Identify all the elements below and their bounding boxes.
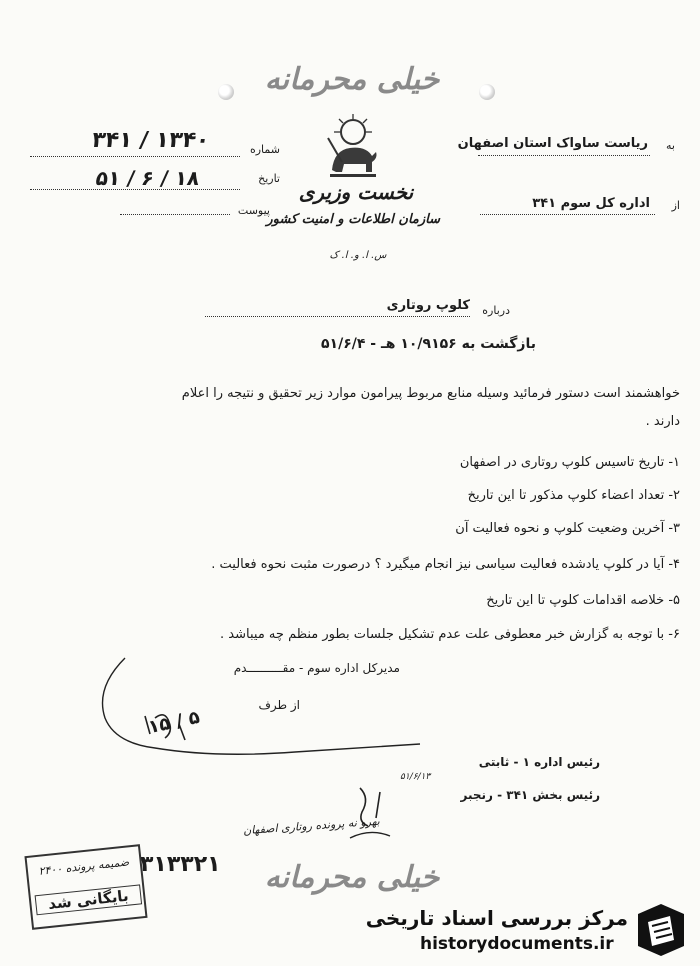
body-intro-line-1: خواهشمند است دستور فرمائید وسیله منابع مربوط پیرامون موارد زیر تحقیق و نتیجه را اعلام bbox=[181, 386, 680, 401]
body-item-2: ۲- تعداد اعضاء کلوپ مذکور تا این تاریخ bbox=[467, 488, 680, 503]
to-line bbox=[478, 155, 650, 156]
organization-code: س. ا. و. ا. ک bbox=[329, 250, 387, 261]
watermark-title: مرکز بررسی اسناد تاریخی bbox=[365, 906, 628, 930]
watermark-logo-icon bbox=[632, 900, 690, 960]
archive-stamp bbox=[24, 844, 147, 930]
lion-and-sun-emblem bbox=[322, 112, 384, 180]
from-prefix: از bbox=[671, 199, 680, 212]
body-item-4: ۴- آیا در کلوپ یادشده فعالیت سیاسی نیز انجام میگیرد ؟ درصورت مثبت نحوه فعالیت . bbox=[211, 557, 680, 572]
number-value: ۳۴۱ / ۱۳۴۰ bbox=[90, 128, 212, 153]
reference-line: بازگشت به ۱۰/۹۱۵۶ هـ - ۵۱/۶/۴ bbox=[320, 336, 536, 352]
from-line bbox=[480, 214, 655, 215]
subject-line bbox=[205, 316, 470, 317]
body-item-6: ۶- با توجه به گزارش خبر معطوفی علت عدم تشکیل جلسات بطور منظم چه میباشد . bbox=[220, 627, 680, 642]
stamp-line-2: بایگانی شد bbox=[35, 884, 143, 915]
attachment-label: پیوست bbox=[237, 204, 270, 217]
classification-bottom: خیلی محرمانه bbox=[264, 860, 440, 895]
chief-section-line: رئیس بخش ۳۴۱ - رنجبر bbox=[460, 788, 600, 802]
handwritten-initials: ۱۵ / ۵ bbox=[146, 706, 202, 739]
subject-value: کلوپ روتاری bbox=[386, 298, 470, 313]
chief-office-line: رئیس اداره ۱ - ثابتی bbox=[478, 755, 600, 769]
body-item-1: ۱- تاریخ تاسیس کلوپ روتاری در اصفهان bbox=[459, 455, 680, 470]
date-label: تاریخ bbox=[258, 172, 280, 185]
director-line: مدیرکل اداره سوم - مقــــــــــدم bbox=[233, 661, 400, 675]
body-intro-line-2: دارند . bbox=[645, 414, 680, 429]
to-value: ریاست ساواک استان اصفهان bbox=[457, 136, 648, 151]
small-handwritten-date: ۵۱/۶/۱۳ bbox=[400, 772, 431, 782]
watermark-url: historydocuments.ir bbox=[420, 934, 614, 954]
from-value: اداره کل سوم ۳۴۱ bbox=[532, 196, 650, 211]
bottom-handwritten-number: ۳۱۳۳۲۱ bbox=[140, 852, 221, 877]
number-label: شماره bbox=[249, 143, 280, 156]
number-line bbox=[30, 156, 240, 157]
date-line bbox=[30, 189, 240, 190]
punch-hole-right bbox=[479, 84, 495, 100]
signature-mark bbox=[340, 778, 410, 848]
organization-name: سازمان اطلاعات و امنیت کشور bbox=[266, 212, 440, 227]
handwritten-scribble bbox=[95, 648, 425, 768]
ministry-name: نخست وزیری bbox=[298, 180, 414, 204]
on-behalf-label: از طرف bbox=[258, 698, 300, 712]
bottom-handwritten-note: بهرو نه پرونده روتاری اصفهان bbox=[242, 814, 381, 838]
to-prefix: به bbox=[666, 139, 675, 152]
stamp-line-1: ضمیمه پرونده ۲۴۰۰ bbox=[37, 855, 130, 878]
subject-label: درباره bbox=[482, 304, 510, 317]
date-value: ۵۱ / ۶ / ۱۸ bbox=[94, 166, 202, 190]
punch-hole-left bbox=[218, 84, 234, 100]
body-item-3: ۳- آخرین وضعیت کلوپ و نحوه فعالیت آن bbox=[455, 521, 680, 536]
attachment-line bbox=[120, 214, 230, 215]
body-item-5: ۵- خلاصه اقدامات کلوپ تا این تاریخ bbox=[486, 593, 680, 608]
classification-top: خیلی محرمانه bbox=[264, 62, 440, 97]
